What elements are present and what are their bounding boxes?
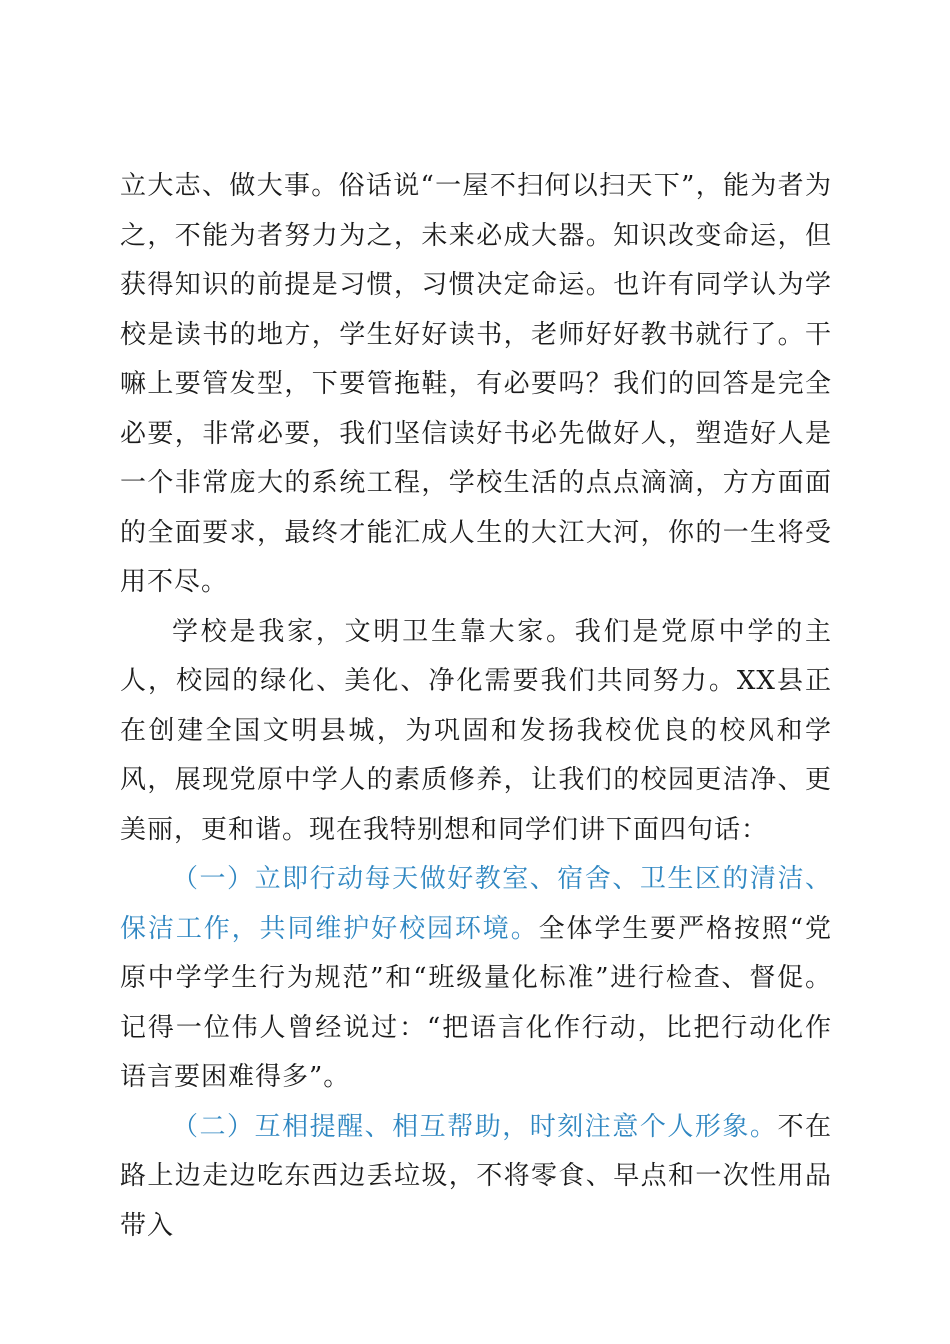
paragraph-text: 立大志、做大事。俗话说“一屋不扫何以扫天下”，能为者为之，不能为者努力为之，未来必成大器。知识改变命运，但获得知识的前提是习惯，习惯决定命运。也许有同学认为学校是读书的地方，学生好好读书，老师好好教书就行了。干嘛上要管发型，下要管拖鞋，有必要吗？我们的回答是完全必要，非常必要，我们坚信读好书必先做好人，塑造好人是一个非常庞大的系统工程，学校生活的点点滴滴，方方面面的全面要求，最终才能汇成人生的大江大河，你的一生将受用不尽。 — [120, 171, 832, 597]
paragraph-text: 学校是我家，文明卫生靠大家。我们是党原中学的主人，校园的绿化、美化、净化需要我们共同努力。XX县正在创建全国文明县城，为巩固和发扬我校优良的校风和学风，展现党原中学人的素质修养，让我们的校园更洁净、更美丽，更和谐。现在我特别想和同学们讲下面四句话： — [120, 616, 832, 845]
section-heading: （一）立即行动每天做好教室、宿舍、卫生区的清洁、保洁工作，共同维护好校园环境。 — [120, 864, 832, 944]
paragraph-3 — [120, 855, 832, 1103]
paragraph-text: 不在路上边走边吃东西边丢垃圾，不将零食、早点和一次性用品带入 — [120, 1111, 832, 1241]
paragraph-2 — [120, 608, 832, 856]
paragraph-4 — [120, 1103, 832, 1252]
paragraph-1 — [120, 162, 832, 608]
paragraph-text: 全体学生要严格按照“党原中学学生行为规范”和“班级量化标准”进行检查、督促。记得一位伟人曾经说过：“把语言化作行动，比把行动化作语言要困难得多”。 — [120, 913, 832, 1092]
section-heading: （二）互相提醒、相互帮助，时刻注意个人形象。 — [172, 1111, 778, 1142]
document-body — [120, 162, 832, 1251]
